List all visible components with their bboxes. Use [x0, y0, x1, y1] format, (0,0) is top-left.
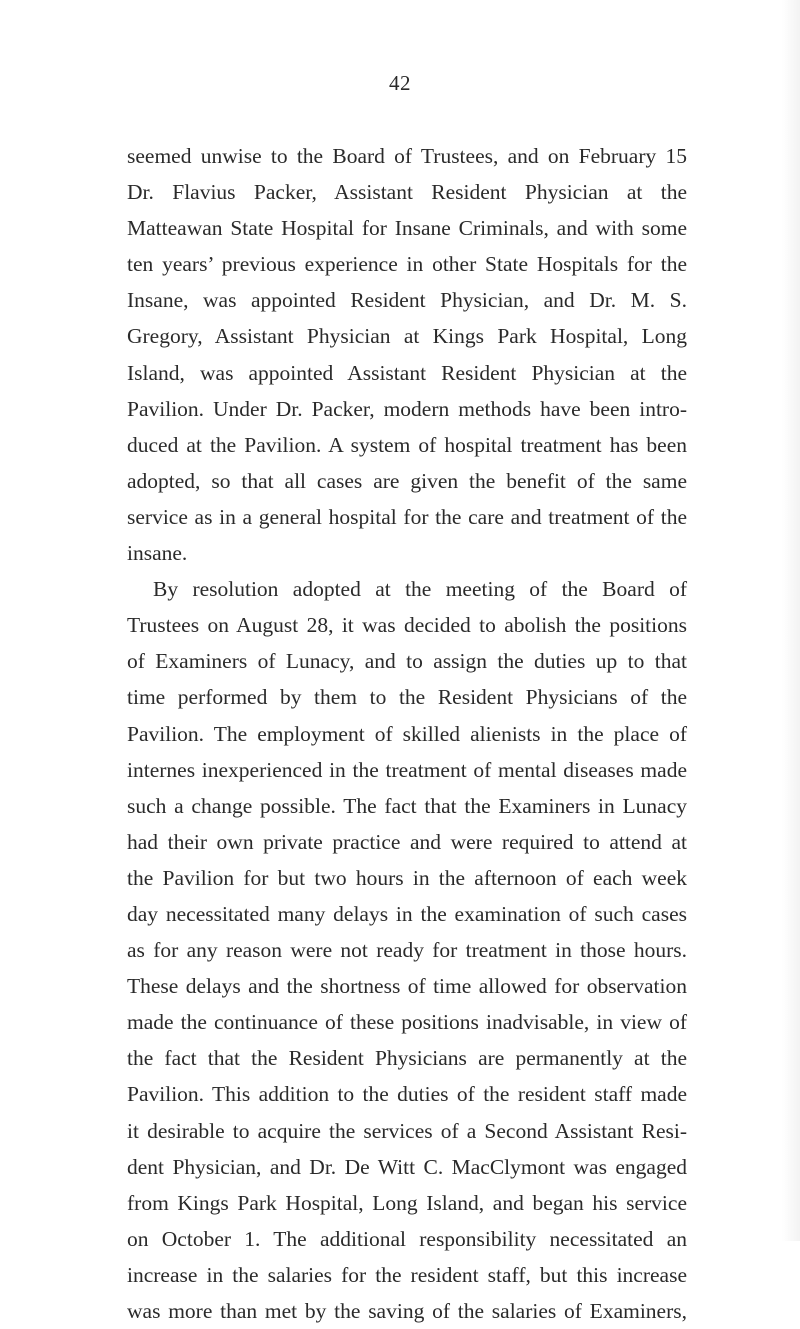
text-line: Pavilion. Under Dr. Packer, modern methods have been intro- — [127, 396, 687, 421]
text-line: Gregory, Assistant Physician at Kings Park Hospital, Long — [127, 324, 687, 349]
text-line: on October 1. The additional responsibility necessitated an — [127, 1226, 687, 1251]
text-line: Trustees on August 28, it was decided to abolish the positions — [127, 613, 687, 638]
text-line: had their own private practice and were required to attend at — [127, 829, 687, 854]
text-line: Matteawan State Hospital for Insane Criminals, and with some — [127, 216, 687, 241]
text-line: Dr. Flavius Packer, Assistant Resident Physician at the — [127, 180, 687, 205]
text-line: was more than met by the saving of the salaries of Examiners, — [127, 1299, 687, 1323]
text-line: time performed by them to the Resident Physicians of the — [127, 685, 687, 710]
text-line: internes inexperienced in the treatment of mental diseases made — [127, 757, 687, 782]
text-line: Island, was appointed Assistant Resident Physician at the — [127, 360, 687, 385]
text-line: service as in a general hospital for the care and treatment of the — [127, 504, 687, 529]
text-line: Insane, was appointed Resident Physician, and Dr. M. S. — [127, 288, 687, 313]
text-line: By resolution adopted at the meeting of the Board of — [153, 577, 687, 602]
text-line: These delays and the shortness of time allowed for observation — [127, 974, 687, 999]
text-line: seemed unwise to the Board of Trustees, and on February 15 — [127, 144, 687, 168]
text-line: as for any reason were not ready for treatment in those hours. — [127, 938, 687, 963]
text-line: it desirable to acquire the services of a Second Assistant Resi- — [127, 1118, 687, 1143]
text-line: dent Physician, and Dr. De Witt C. MacClymont was engaged — [127, 1154, 687, 1179]
page-edge-shadow — [782, 0, 800, 1241]
text-line: adopted, so that all cases are given the benefit of the same — [127, 468, 687, 493]
text-line: Pavilion. The employment of skilled alienists in the place of — [127, 721, 687, 746]
text-line: increase in the salaries for the resident staff, but this increase — [127, 1262, 687, 1287]
text-line: the fact that the Resident Physicians are permanently at the — [127, 1046, 687, 1071]
body-text — [127, 138, 687, 1329]
text-line: made the continuance of these positions inadvisable, in view of — [127, 1010, 687, 1035]
text-line: from Kings Park Hospital, Long Island, and began his service — [127, 1190, 687, 1215]
text-line: duced at the Pavilion. A system of hospital treatment has been — [127, 432, 687, 457]
text-line: such a change possible. The fact that the Examiners in Lunacy — [127, 793, 687, 818]
text-line: Pavilion. This addition to the duties of the resident staff made — [127, 1082, 687, 1107]
text-line: insane. — [127, 541, 188, 566]
text-line: ten years’ previous experience in other State Hospitals for the — [127, 252, 687, 277]
text-line: day necessitated many delays in the examination of such cases — [127, 901, 687, 926]
page-number: 42 — [389, 71, 411, 95]
text-line: of Examiners of Lunacy, and to assign the duties up to that — [127, 649, 687, 674]
text-line: the Pavilion for but two hours in the afternoon of each week — [127, 865, 687, 890]
